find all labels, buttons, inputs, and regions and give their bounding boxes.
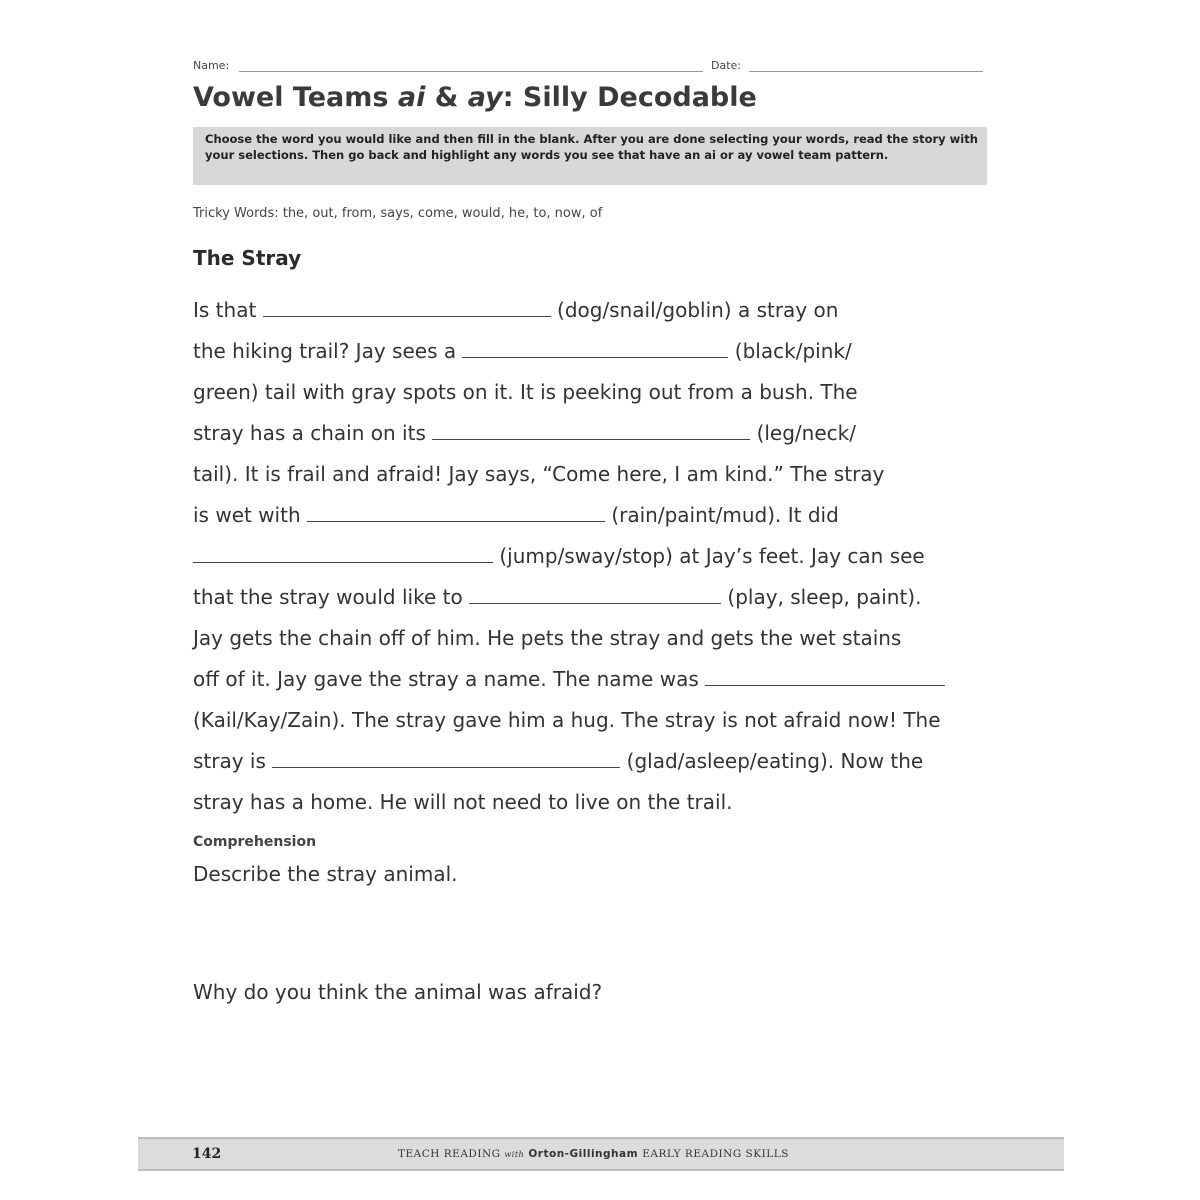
line-text-after: (jump/sway/stop) at Jay’s feet. Jay can see [493, 544, 925, 568]
question-afraid: Why do you think the animal was afraid? [193, 980, 603, 1004]
line-text-before: off of it. Jay gave the stray a name. The name was [193, 667, 706, 691]
page-number: 142 [192, 1146, 222, 1162]
blank-field[interactable] [272, 749, 620, 768]
story-line: Jay gets the chain off of him. He pets the stray and gets the wet stains [193, 626, 902, 650]
blank-field[interactable] [469, 585, 721, 604]
book-title-part1: TEACH READING [398, 1148, 505, 1160]
story-line [193, 420, 856, 446]
book-title-og: Orton-Gillingham [524, 1148, 643, 1160]
story-line: stray has a home. He will not need to live on the trail. [193, 790, 733, 814]
instructions-box: Choose the word you would like and then fill in the blank. After you are done selecting your words, read the story with your selections. Then go back and highlight any words you see that have an ai or ay vowel team pattern. [193, 127, 987, 185]
title-suffix: : Silly Decodable [502, 82, 757, 113]
book-title-part2: EARLY READING SKILLS [642, 1148, 789, 1160]
story-line [193, 502, 839, 528]
name-field[interactable] [239, 71, 703, 72]
answer-area-1[interactable] [193, 895, 983, 965]
line-text-after: (glad/asleep/eating). Now the [620, 749, 924, 773]
title-ay: ay [467, 82, 503, 113]
question-describe: Describe the stray animal. [193, 862, 458, 886]
story-line [193, 338, 852, 364]
line-text-before: that the stray would like to [193, 585, 470, 609]
comprehension-label: Comprehension [193, 834, 317, 850]
page-title [193, 82, 757, 113]
line-text-before: Is that [193, 298, 263, 322]
story-line: tail). It is frail and afraid! Jay says, “Come here, I am kind.” The stray [193, 462, 885, 486]
title-amp: & [425, 82, 468, 113]
blank-field[interactable] [705, 667, 945, 686]
date-field[interactable] [749, 71, 983, 72]
name-date-row [193, 57, 983, 77]
line-text-after: (black/pink/ [728, 339, 852, 363]
line-text-after: (play, sleep, paint). [721, 585, 922, 609]
story-line [193, 297, 838, 323]
story-line [193, 543, 925, 569]
line-text-before: stray has a chain on its [193, 421, 433, 445]
book-title-with: with [504, 1150, 525, 1159]
line-text-after: (dog/snail/goblin) a stray on [550, 298, 839, 322]
story-line: (Kail/Kay/Zain). The stray gave him a hug. The stray is not afraid now! The [193, 708, 941, 732]
date-label: Date: [711, 59, 741, 72]
title-ai: ai [397, 82, 426, 113]
name-label: Name: [193, 59, 230, 72]
story-line [193, 584, 921, 610]
blank-field[interactable] [462, 339, 728, 358]
line-text-before: the hiking trail? Jay sees a [193, 339, 463, 363]
book-title [398, 1148, 789, 1160]
page-footer [138, 1137, 1064, 1171]
title-prefix: Vowel Teams [193, 82, 398, 113]
story-line: green) tail with gray spots on it. It is peeking out from a bush. The [193, 380, 858, 404]
line-text-after: (leg/neck/ [750, 421, 856, 445]
story-line [193, 748, 923, 774]
blank-field[interactable] [432, 421, 750, 440]
blank-field[interactable] [193, 544, 493, 563]
blank-field[interactable] [307, 503, 605, 522]
answer-area-2[interactable] [193, 1013, 983, 1113]
line-text-before: is wet with [193, 503, 307, 527]
line-text-after: (rain/paint/mud). It did [604, 503, 839, 527]
blank-field[interactable] [263, 298, 551, 317]
line-text-before: stray is [193, 749, 273, 773]
story-title: The Stray [193, 246, 302, 270]
tricky-words: Tricky Words: the, out, from, says, come, would, he, to, now, of [193, 206, 603, 221]
story-line [193, 666, 945, 692]
